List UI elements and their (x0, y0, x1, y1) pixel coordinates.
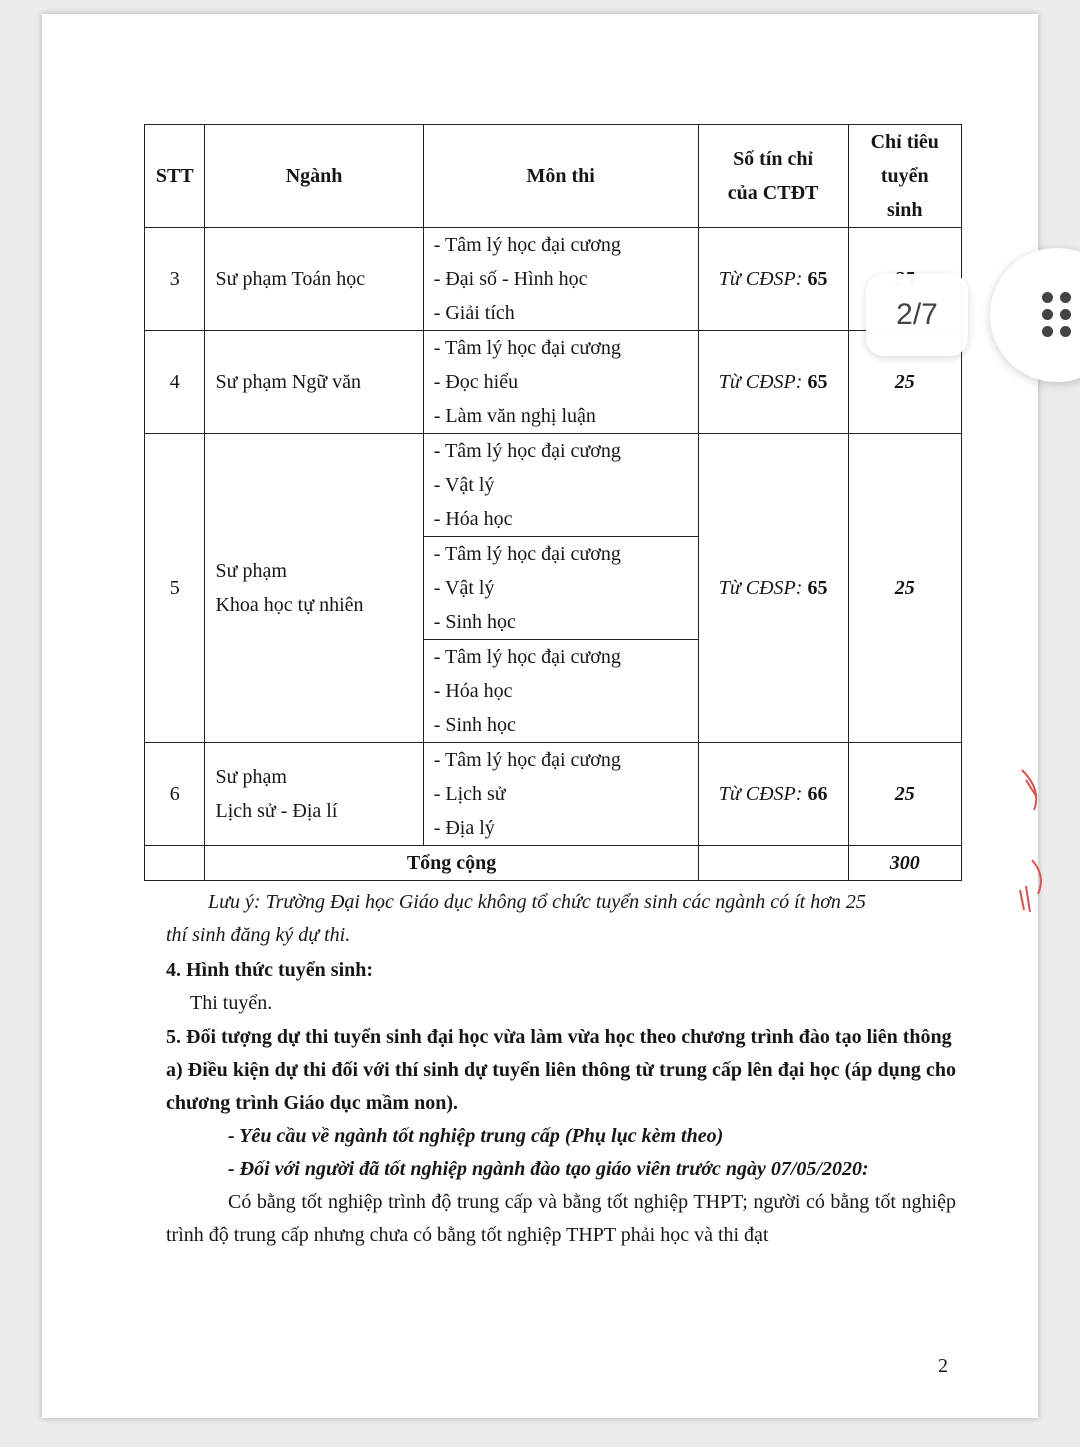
row-tin-chi: Từ CĐSP: 65 (698, 228, 848, 331)
row-nganh: Sư phạm Toán học (205, 228, 423, 331)
header-nganh: Ngành (205, 125, 423, 228)
row-chi-tieu: 25 (848, 331, 962, 434)
header-stt: STT (145, 125, 205, 228)
section-4 (166, 954, 956, 1020)
row-mon-thi: - Tâm lý học đại cương - Hóa học - Sinh học (423, 640, 698, 743)
row-mon-thi: - Tâm lý học đại cương - Đại số - Hình học - Giải tích (423, 228, 698, 331)
table-total-row (145, 846, 962, 881)
row-chi-tieu: 25 (848, 434, 962, 743)
header-chi-tieu: Chỉ tiêu tuyển sinh (848, 125, 962, 228)
row-mon-thi: - Tâm lý học đại cương - Đọc hiểu - Làm văn nghị luận (423, 331, 698, 434)
header-mon-thi: Môn thi (423, 125, 698, 228)
header-so-tin-chi: Số tín chỉ của CTĐT (698, 125, 848, 228)
note (166, 886, 956, 952)
section-5-sub-a: a) Điều kiện dự thi đối với thí sinh dự tuyển liên thông từ trung cấp lên đại học (áp dụng cho chương trình Giáo dục mầm non). (166, 1059, 956, 1114)
row-tin-chi: Từ CĐSP: 65 (698, 331, 848, 434)
section-5-bullet-1: - Yêu cầu về ngành tốt nghiệp trung cấp (Phụ lục kèm theo) (228, 1125, 724, 1147)
page-indicator[interactable] (866, 274, 968, 356)
section-5-heading: 5. Đối tượng dự thi tuyển sinh đại học vừa làm vừa học theo chương trình đào tạo liên thông (166, 1026, 952, 1048)
section-4-heading: 4. Hình thức tuyển sinh: (166, 959, 374, 981)
row-tin-chi: Từ CĐSP: 66 (698, 743, 848, 846)
admission-table (144, 124, 962, 881)
more-dots-icon (1042, 292, 1080, 338)
row-tin-chi: Từ CĐSP: 65 (698, 434, 848, 743)
table-row (145, 331, 962, 434)
row-mon-thi: - Tâm lý học đại cương - Lịch sử - Địa lý (423, 743, 698, 846)
table-row (145, 434, 962, 537)
section-5-paragraph: Có bằng tốt nghiệp trình độ trung cấp và bằng tốt nghiệp THPT; người có bằng tốt nghiệp trình độ trung cấp nhưng chưa có bằng tốt nghiệp THPT phải học và thi đạt (166, 1191, 956, 1246)
note-text-2: thí sinh đăng ký dự thi. (166, 924, 351, 946)
table-row (145, 228, 962, 331)
document-page (42, 14, 1038, 1418)
total-value: 300 (848, 846, 962, 881)
row-nganh: Sư phạm Khoa học tự nhiên (205, 434, 423, 743)
total-label: Tổng cộng (205, 846, 698, 881)
table-row (145, 743, 962, 846)
table-header-row (145, 125, 962, 228)
section-4-body: Thi tuyển. (190, 992, 273, 1014)
row-stt: 3 (145, 228, 205, 331)
row-chi-tieu: 25 (848, 743, 962, 846)
note-text: Trường Đại học Giáo dục không tổ chức tuyển sinh các ngành có ít hơn 25 (260, 891, 866, 913)
row-stt: 4 (145, 331, 205, 434)
red-stamp-fragment (1012, 760, 1052, 930)
row-stt: 6 (145, 743, 205, 846)
page-number: 2 (938, 1355, 948, 1377)
row-mon-thi: - Tâm lý học đại cương - Vật lý - Sinh học (423, 537, 698, 640)
row-stt: 5 (145, 434, 205, 743)
row-mon-thi: - Tâm lý học đại cương - Vật lý - Hóa học (423, 434, 698, 537)
section-5 (166, 1021, 956, 1252)
row-nganh: Sư phạm Lịch sử - Địa lí (205, 743, 423, 846)
page-indicator-text: 2/7 (896, 298, 938, 331)
note-label: Lưu ý: (208, 891, 261, 913)
row-nganh: Sư phạm Ngữ văn (205, 331, 423, 434)
section-5-bullet-2: - Đối với người đã tốt nghiệp ngành đào tạo giáo viên trước ngày 07/05/2020: (228, 1158, 869, 1180)
